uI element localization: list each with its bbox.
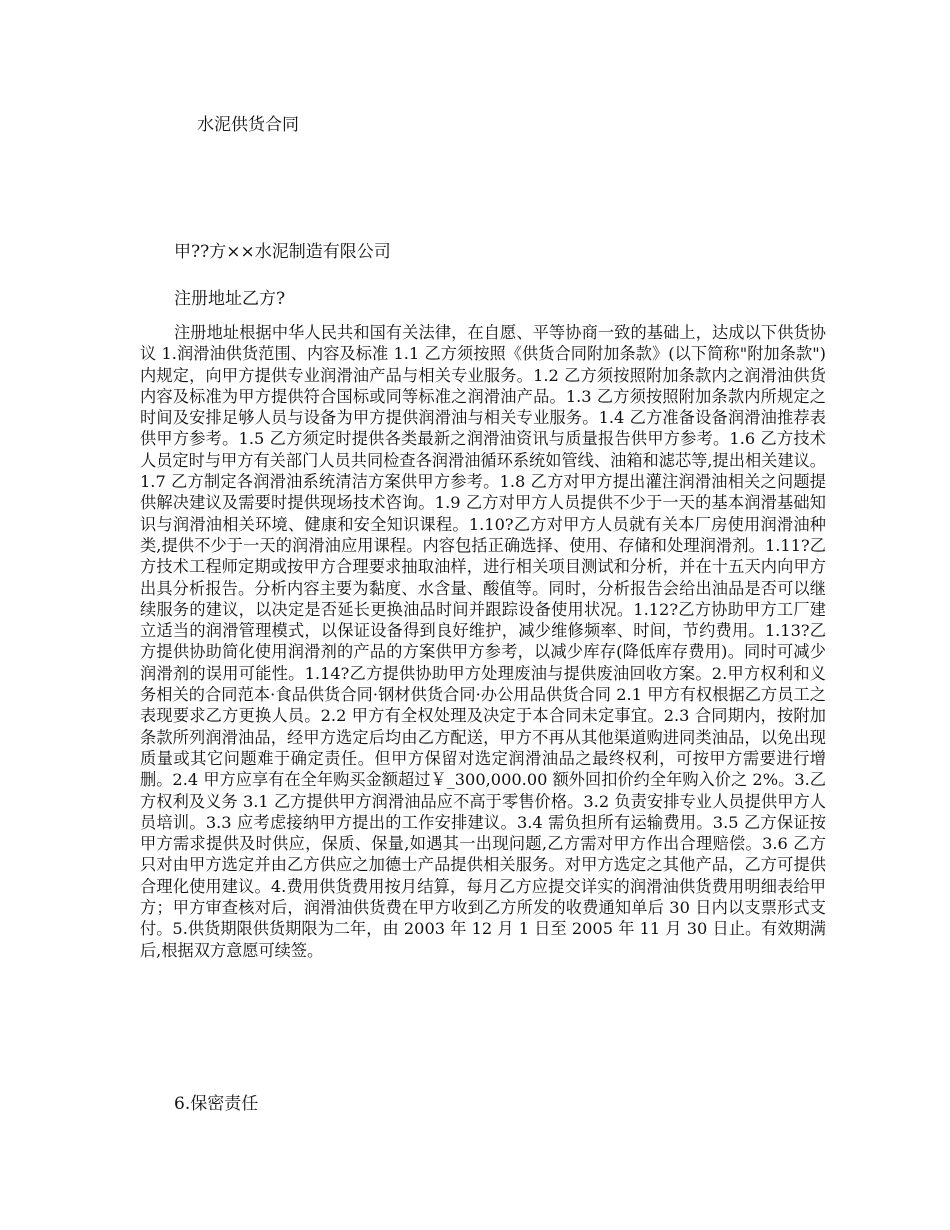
section-heading-confidentiality: 6.保密责任 xyxy=(174,1094,259,1114)
document-title: 水泥供货合同 xyxy=(197,115,299,135)
party-a-line: 甲??方××水泥制造有限公司 xyxy=(174,242,391,262)
party-b-address-line: 注册地址乙方? xyxy=(174,289,286,309)
contract-body-paragraph: 注册地址根据中华人民共和国有关法律，在自愿、平等协商一致的基础上，达成以下供货协议 1.润滑油供货范围、内容及标准 1.1 乙方须按照《供货合同附加条款》(以下简称"附加条款")内规定，向甲方提供专业润滑油产品与相关专业服务。1.2 乙方须按照附加条款内之润滑油供货内容及标准为甲方提供符合国标或同等标准之润滑油产品。1.3 乙方须按照附加条款内所规定之时间及安排足够人员与设备为甲方提供润滑油与相关专业服务。1.4 乙方准备设备润滑油推荐表供甲方参考。1.5 乙方须定时提供各类最新之润滑油资讯与质量报告供甲方参考。1.6 乙方技术人员定时与甲方有关部门人员共同检查各润滑油循环系统如管线、油箱和滤芯等,提出相关建议。1.7 乙方制定各润滑油系统清洁方案供甲方参考。1.8 乙方对甲方提出灌注润滑油相关之问题提供解决建议及需要时提供现场技术咨询。1.9 乙方对甲方人员提供不少于一天的基本润滑基础知识与润滑油相关环境、健康和安全知识课程。1.10?乙方对甲方人员就有关本厂房使用润滑油种类,提供不少于一天的润滑油应用课程。内容包括正确选择、使用、存储和处理润滑剂。1.11?乙方技术工程师定期或按甲方合理要求抽取油样，进行相关项目测试和分析，并在十五天内向甲方出具分析报告。分析内容主要为黏度、水含量、酸值等。同时，分析报告会给出油品是否可以继续服务的建议，以决定是否延长更换油品时间并跟踪设备使用状况。1.12?乙方协助甲方工厂建立适当的润滑管理模式，以保证设备得到良好维护，减少维修频率、时间，节约费用。1.13?乙方提供协助简化使用润滑剂的产品的方案供甲方参考，以减少库存(降低库存费用)。同时可减少润滑剂的误用可能性。1.14?乙方提供协助甲方处理废油与提供废油回收方案。2.甲方权利和义务相关的合同范本·食品供货合同·钢材供货合同·办公用品供货合同 2.1 甲方有权根据乙方员工之表现要求乙方更换人员。2.2 甲方有全权处理及决定于本合同未定事宜。2.3 合同期内，按附加条款所列润滑油品，经甲方选定后均由乙方配送，甲方不再从其他渠道购进同类油品，以免出现质量或其它问题难于确定责任。但甲方保留对选定润滑油品之最终权利，可按甲方需要进行增删。2.4 甲方应享有在全年购买金额超过￥_300,000.00 额外回扣价约全年购入价之 2%。3.乙方权利及义务 3.1 乙方提供甲方润滑油品应不高于零售价格。3.2 负责安排专业人员提供甲方人员培训。3.3 应考虑接纳甲方提出的工作安排建议。3.4 需负担所有运输费用。3.5 乙方保证按甲方需求提供及时供应，保质、保量,如遇其一出现问题,乙方需对甲方作出合理赔偿。3.6 乙方只对由甲方选定并由乙方供应之加德士产品提供相关服务。对甲方选定之其他产品，乙方可提供合理化使用建议。4.费用供货费用按月结算，每月乙方应提交详实的润滑油供货费用明细表给甲方；甲方审查核对后，润滑油供货费在甲方收到乙方所发的收费通知单后 30 日内以支票形式支付。5.供货期限供货期限为二年，由 2003 年 12 月 1 日至 2005 年 11 月 30 日止。有效期满后,根据双方意愿可续签。 xyxy=(140,323,826,960)
